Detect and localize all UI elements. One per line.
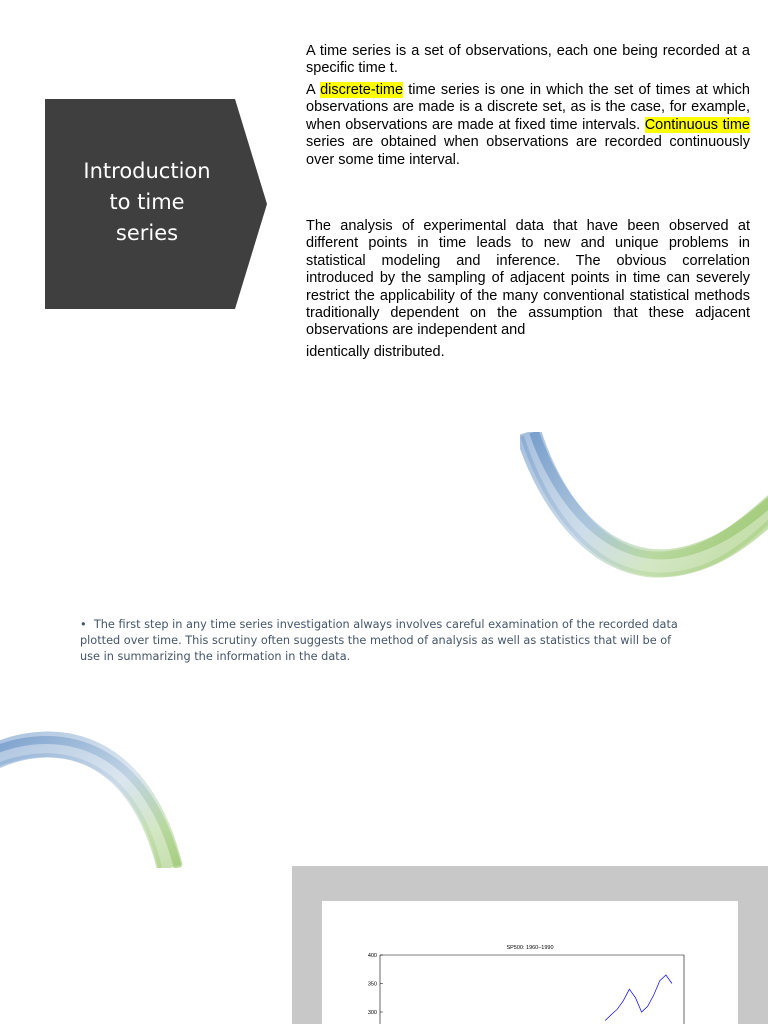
y-tick-label: 400 <box>367 953 377 959</box>
highlight-continuous-time: Continuous time <box>644 116 750 133</box>
chart-title: SP500: 1960–1990 <box>506 945 554 951</box>
title-line-2: to time <box>109 190 185 214</box>
p2-text-a: A <box>306 82 321 98</box>
bullet-point <box>80 617 690 665</box>
definition-paragraph: A time series is a set of observations, each one being recorded at a specific time t. <box>306 43 750 77</box>
analysis-paragraph: The analysis of experimental data that have been observed at different points in time leads to new and unique problems in statistical modeling and inference. The obvious correlation introduced by the sampling of adjacent points in time can severely restrict the applicability of the many conventional statistical methods traditionally dependent on the assumption that these adjacent observations are independent and <box>306 218 750 339</box>
chart-plot <box>368 953 684 1024</box>
title-line-3: series <box>115 221 179 245</box>
bullet-text: The first step in any time series investigation always involves careful examination of the recorded data plotted over time. This scrutiny often suggests the method of analysis as well as statistics that will be of use in summarizing the information in the data. <box>80 618 678 663</box>
p2-text-c: series are obtained when observations are recorded continuously over some time interval. <box>306 134 750 168</box>
decorative-swoosh-top <box>520 432 768 582</box>
analysis-paragraph-tail: identically distributed. <box>306 344 445 360</box>
discrete-continuous-paragraph <box>306 82 750 169</box>
p2-text-b: time series is one in which the set of times at which observations are made is a discrete set, as is the case, for example, when observations are made at fixed time intervals. <box>306 82 750 133</box>
title-line-1: Introduction <box>83 159 211 183</box>
decorative-swoosh-left <box>0 726 185 868</box>
y-tick-label: 300 <box>367 1010 377 1016</box>
y-ticks <box>368 953 383 1016</box>
y-tick-label: 350 <box>367 981 377 988</box>
highlight-discrete-time: discrete-time <box>320 82 404 98</box>
bullet-marker: • <box>80 618 87 631</box>
series-line <box>605 975 672 1021</box>
sp500-chart <box>322 901 738 1024</box>
section-title <box>52 156 242 249</box>
